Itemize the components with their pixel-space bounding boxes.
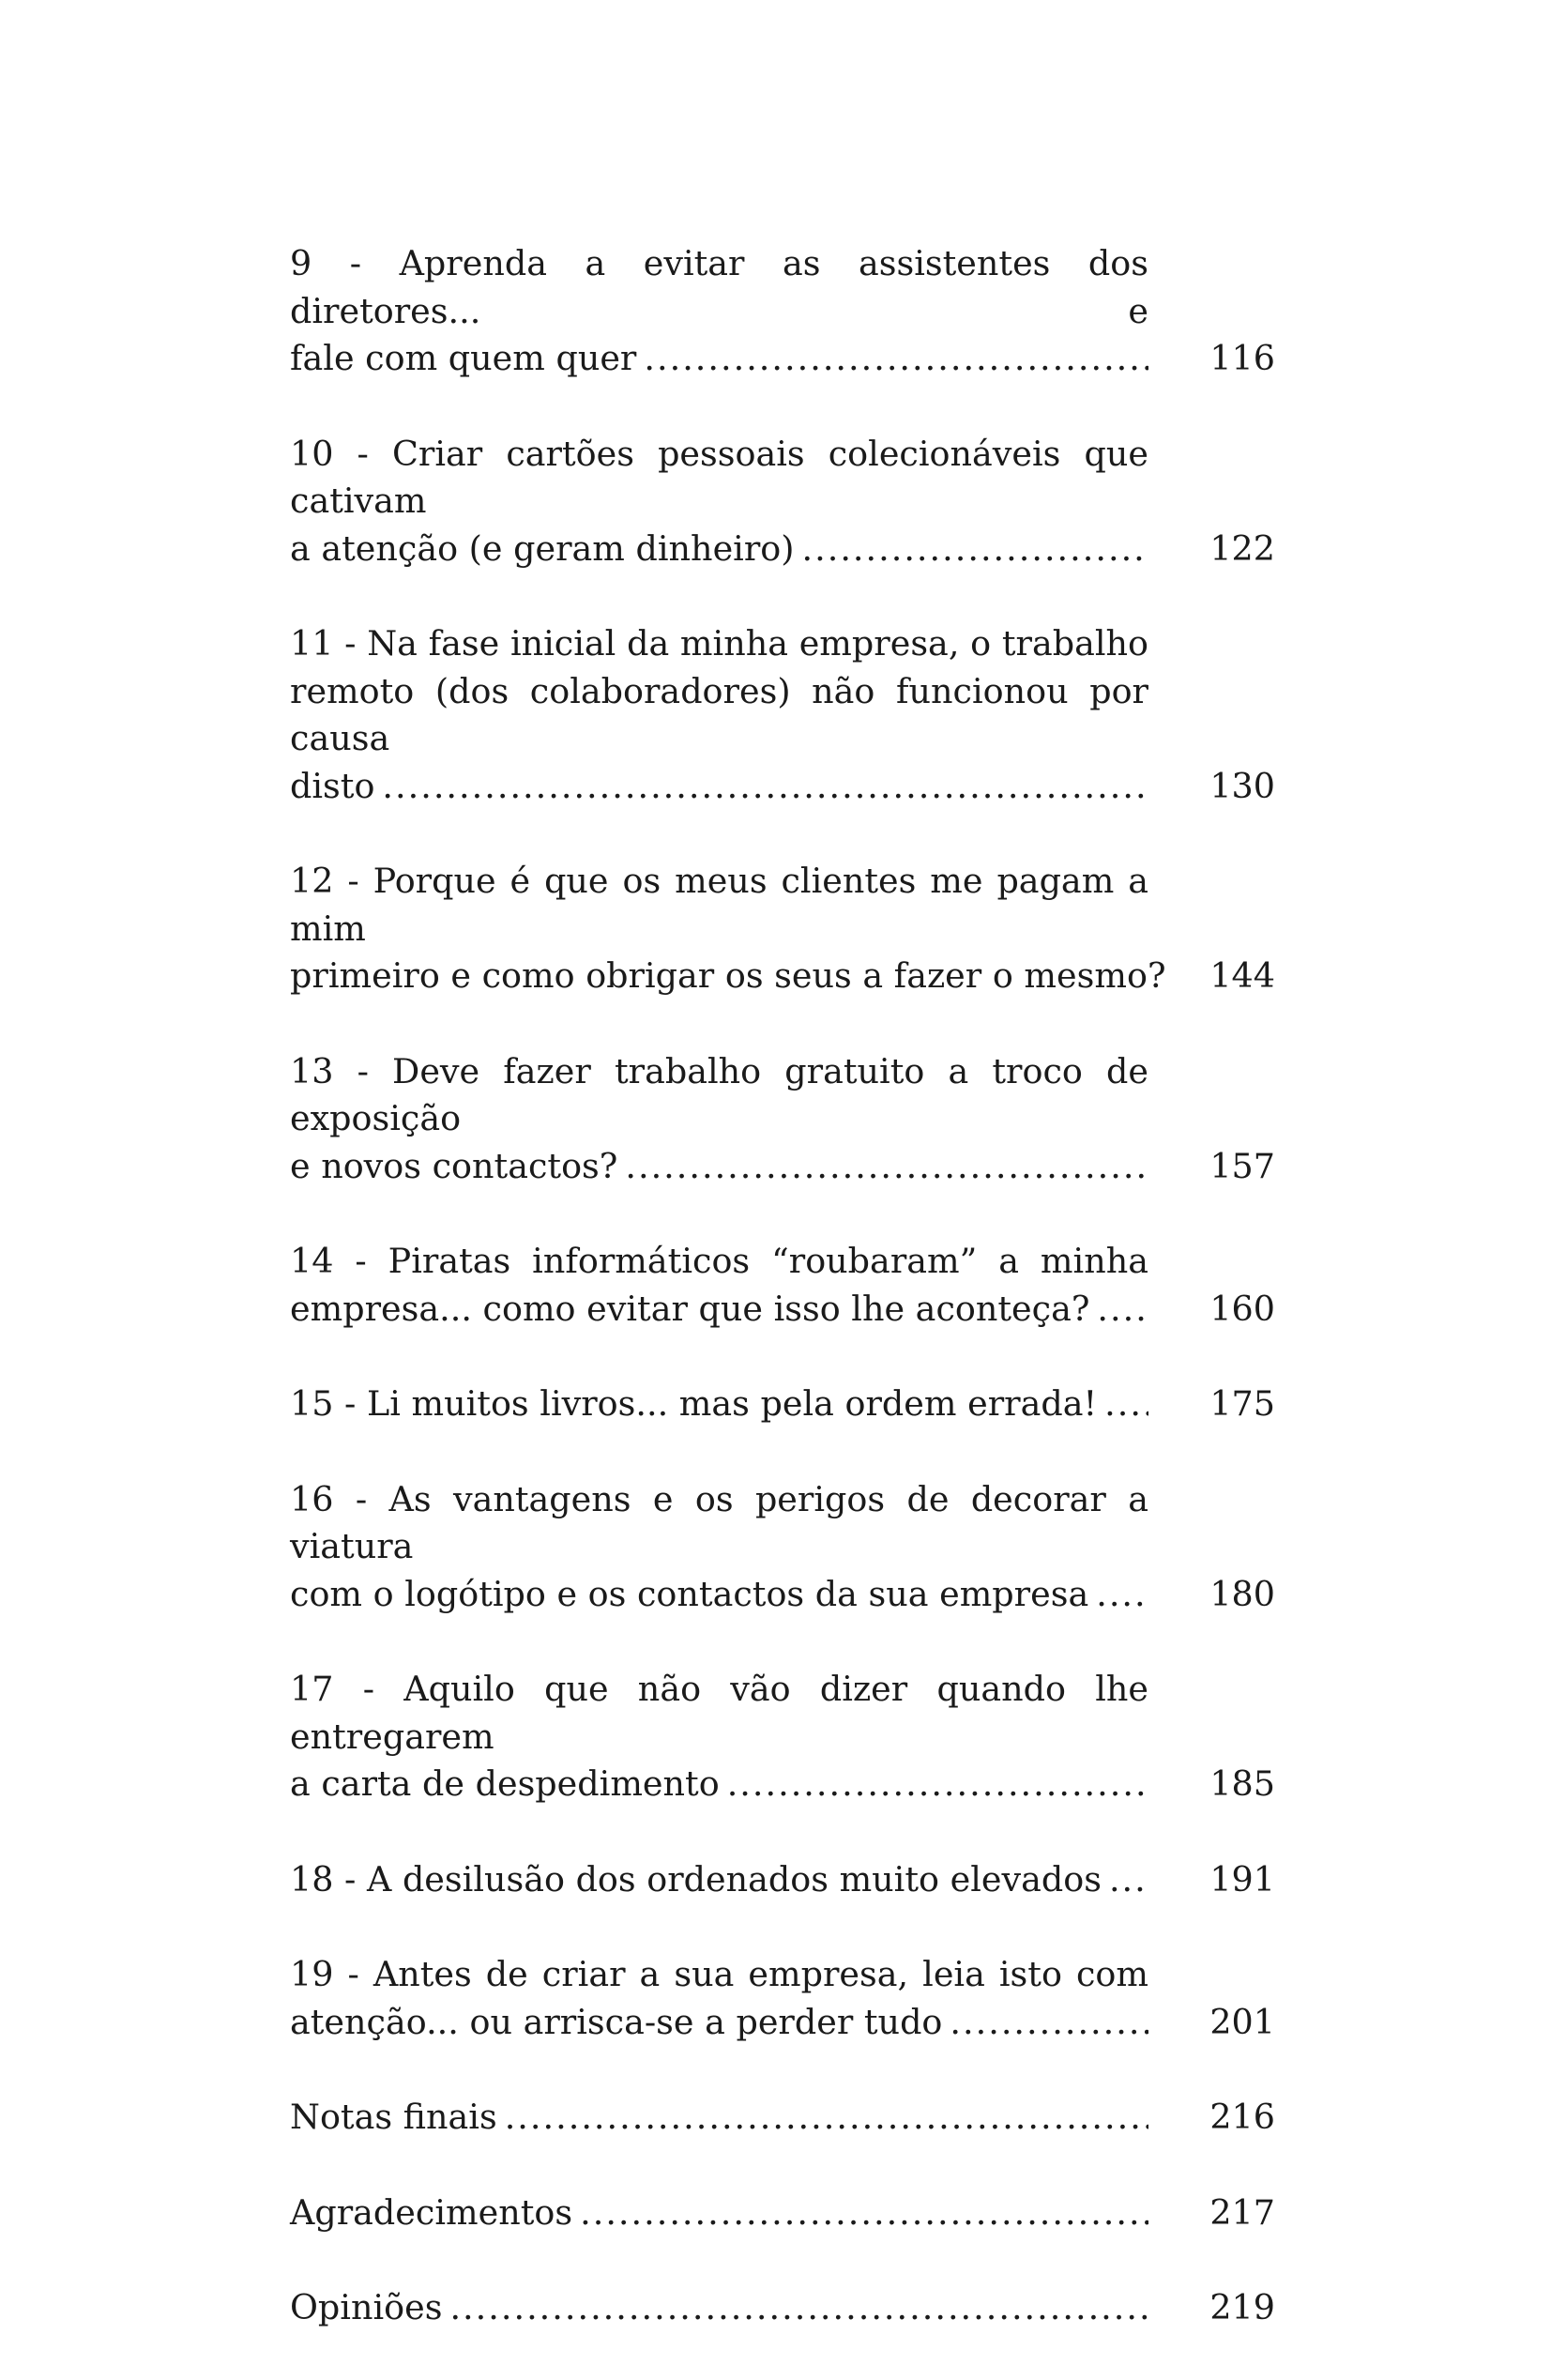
toc-entry[interactable] (290, 1238, 1275, 1333)
toc-entry-title (290, 240, 1148, 383)
toc-entry-line: Agradecimentos (290, 2191, 573, 2233)
toc-entry-line: disto (290, 765, 375, 806)
dot-leader (802, 526, 1148, 573)
toc-entry-line: 10 - Criar cartões pessoais colecionáveis que cativam (290, 433, 1148, 521)
toc-entry-line: remoto (dos colaboradores) não funcionou por causa (290, 670, 1148, 758)
dot-leader (1097, 1286, 1148, 1334)
toc-entry-line: Notas finais (290, 2097, 497, 2137)
toc-entry-line: 15 - Li muitos livros... mas pela ordem errada! (290, 1383, 1098, 1424)
dot-leader (644, 335, 1148, 383)
toc-entry-line: 13 - Deve fazer trabalho gratuito a troco de exposição (290, 1050, 1148, 1138)
toc-entry-title (290, 1856, 1148, 1904)
toc-page-number: 191 (1209, 1858, 1275, 1899)
toc-page-number: 116 (1209, 338, 1275, 378)
toc-entry[interactable] (290, 2189, 1275, 2237)
toc-entry-line: Opiniões (290, 2287, 443, 2327)
toc-entry-line: a atenção (e geram dinheiro) (290, 527, 795, 569)
dot-leader (505, 2094, 1148, 2142)
toc-entry-title (290, 1381, 1148, 1428)
toc-entry[interactable] (290, 1381, 1275, 1428)
toc-entry[interactable] (290, 1666, 1275, 1808)
toc-page-number: 130 (1209, 765, 1275, 806)
toc-entry[interactable] (290, 858, 1275, 1000)
toc-page-number: 122 (1209, 527, 1275, 569)
toc-page-number: 216 (1209, 2097, 1275, 2137)
dot-leader (382, 763, 1148, 811)
toc-entry-line: 9 - Aprenda a evitar as assistentes dos diretores... e (290, 243, 1148, 331)
dot-leader (449, 2284, 1148, 2332)
toc-page-number: 160 (1209, 1288, 1275, 1329)
toc-page-number: 217 (1209, 2191, 1275, 2233)
toc-entry-line: 16 - As vantagens e os perigos de decorar a viatura (290, 1478, 1148, 1566)
dot-leader (625, 1143, 1148, 1191)
toc-entry-line: 12 - Porque é que os meus clientes me pagam a mim (290, 861, 1148, 949)
toc-entry[interactable] (290, 2284, 1275, 2332)
dot-leader (1109, 1856, 1148, 1904)
dot-leader (950, 1999, 1148, 2047)
toc-entry-line: primeiro e como obrigar os seus a fazer o mesmo? (290, 955, 1166, 996)
toc-entry[interactable] (290, 1048, 1275, 1191)
dot-leader (1104, 1381, 1148, 1428)
toc-entry-line: 19 - Antes de criar a sua empresa, leia isto com (290, 1954, 1148, 1994)
toc-entry-title (290, 1666, 1148, 1808)
toc-entry-line: a carta de despedimento (290, 1763, 720, 1804)
toc-entry-title (290, 1238, 1148, 1333)
toc-page-number: 219 (1209, 2287, 1275, 2327)
toc-entry[interactable] (290, 431, 1275, 573)
toc-entry[interactable] (290, 620, 1275, 810)
toc-entry[interactable] (290, 1476, 1275, 1619)
dot-leader (1096, 1571, 1148, 1619)
toc-page-number: 180 (1209, 1573, 1275, 1614)
toc-entry-title (290, 1048, 1148, 1191)
toc-entry-title (290, 1476, 1148, 1619)
toc-entry-line: 18 - A desilusão dos ordenados muito elevados (290, 1858, 1102, 1899)
toc-entry-title (290, 620, 1148, 810)
toc-entry-title (290, 2284, 1148, 2332)
toc-entry-line: empresa... como evitar que isso lhe aconteça? (290, 1288, 1090, 1329)
toc-entry-line: 11 - Na fase inicial da minha empresa, o trabalho (290, 623, 1148, 664)
toc-entry[interactable] (290, 1951, 1275, 2046)
toc-entry-title (290, 858, 1166, 1000)
table-of-contents (290, 240, 1275, 2380)
toc-entry[interactable] (290, 2094, 1275, 2142)
toc-entry-line: com o logótipo e os contactos da sua empresa (290, 1573, 1089, 1614)
toc-entry-title (290, 2094, 1148, 2142)
toc-page-number: 144 (1209, 955, 1275, 996)
toc-page-number: 185 (1209, 1763, 1275, 1804)
toc-entry-line: e novos contactos? (290, 1145, 618, 1186)
toc-entry[interactable] (290, 240, 1275, 383)
toc-entry[interactable] (290, 1856, 1275, 1904)
toc-entry-line: 14 - Piratas informáticos “roubaram” a minha (290, 1241, 1148, 1281)
toc-page-number: 157 (1209, 1145, 1275, 1186)
toc-entry-line: 17 - Aquilo que não vão dizer quando lhe entregarem (290, 1669, 1148, 1757)
toc-entry-line: fale com quem quer (290, 338, 637, 378)
dot-leader (727, 1761, 1148, 1808)
toc-page-number: 175 (1209, 1383, 1275, 1424)
toc-entry-line: atenção... ou arrisca-se a perder tudo (290, 2001, 943, 2042)
dot-leader (580, 2189, 1148, 2237)
toc-entry-title (290, 1951, 1148, 2046)
toc-page-number: 201 (1209, 2001, 1275, 2042)
toc-entry-title (290, 431, 1148, 573)
toc-entry-title (290, 2189, 1148, 2237)
